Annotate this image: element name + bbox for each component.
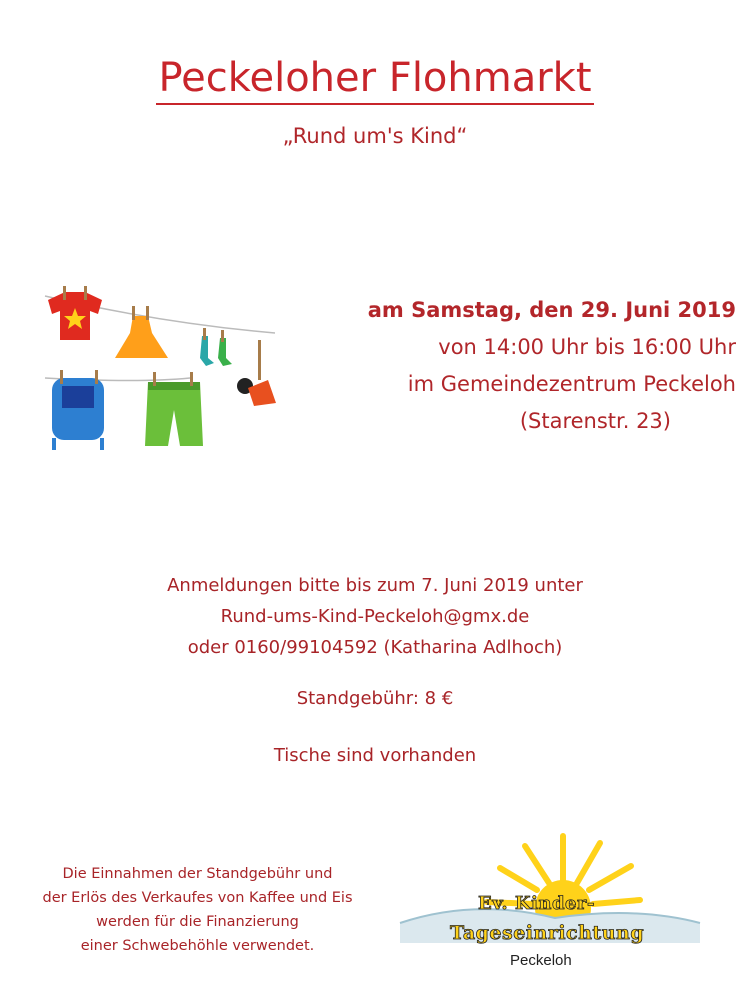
event-place: im Gemeindezentrum Peckeloh <box>407 372 736 396</box>
note-line: werden für die Finanzierung <box>96 914 299 930</box>
tables-note: Tische sind vorhanden <box>273 745 477 766</box>
clothesline-illustration <box>40 278 285 458</box>
note-line: der Erlös des Verkaufes von Kaffee und Eis <box>42 890 353 906</box>
event-date: am Samstag, den 29. Juni 2019 <box>367 298 736 322</box>
note-line: Die Einnahmen der Standgebühr und <box>62 866 333 882</box>
stand-fee: Standgebühr: 8 € <box>296 688 454 709</box>
event-time: von 14:00 Uhr bis 16:00 Uhr <box>438 335 736 359</box>
flyer-title: Peckeloher Flohmarkt <box>0 56 750 100</box>
registration-phone: oder 0160/99104592 (Katharina Adlhoch) <box>187 637 563 658</box>
registration-deadline: Anmeldungen bitte bis zum 7. Juni 2019 unter <box>167 575 583 596</box>
event-details <box>266 292 736 440</box>
registration-info <box>0 570 750 663</box>
note-line: einer Schwebehöhle verwendet. <box>80 938 315 954</box>
flyer-subtitle: „Rund um's Kind“ <box>282 124 468 148</box>
logo-line-1: Ev. Kinder- <box>478 893 595 914</box>
event-address: (Starenstr. 23) <box>519 409 671 433</box>
logo-line-3: Peckeloh <box>510 952 572 969</box>
logo-line-2: Tageseinrichtung <box>450 922 645 944</box>
registration-email: Rund-ums-Kind-Peckeloh@gmx.de <box>220 606 530 627</box>
proceeds-note <box>0 862 395 958</box>
